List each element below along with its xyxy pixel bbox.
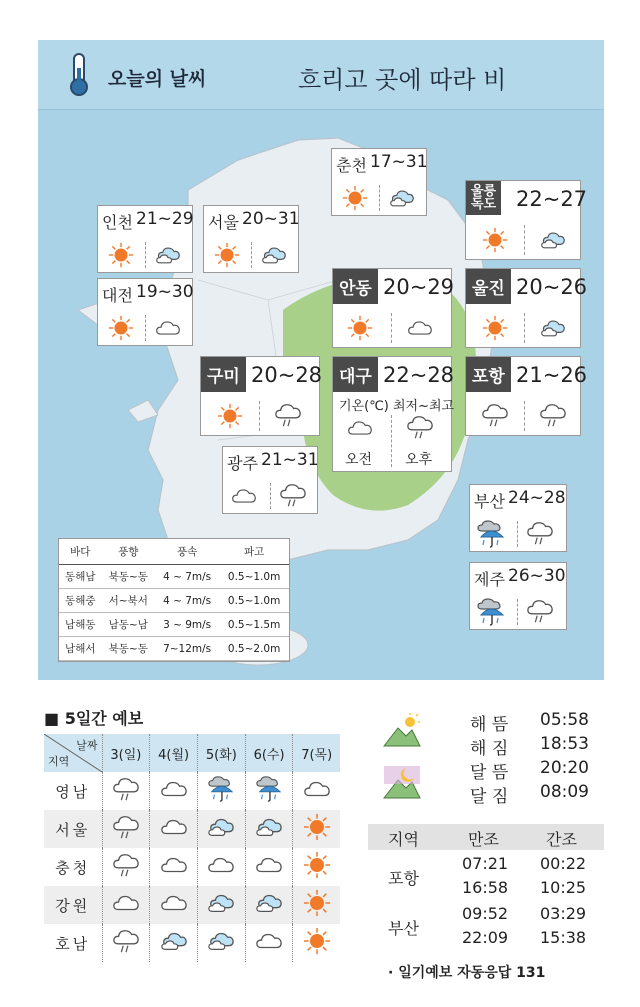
tide-region: 부산: [388, 919, 419, 938]
divider: [391, 415, 392, 467]
rain-cloud-icon: [525, 597, 555, 625]
city-temp: 19~30: [136, 282, 194, 302]
tide-high: 16:58: [462, 878, 509, 897]
sun-icon: [302, 851, 332, 879]
sun-icon: [302, 813, 332, 841]
city-temp: 21~31: [261, 450, 319, 470]
cloudy-icon: [153, 315, 183, 341]
city-temp: 17~31: [370, 152, 428, 172]
city-name: 춘천: [336, 156, 367, 175]
city-card-daejeon: [97, 278, 193, 346]
sea-col-header: 파고: [219, 539, 289, 565]
sun-icon: [342, 185, 368, 211]
tide-col-header: 지역: [388, 830, 419, 849]
weather-map-panel: [38, 40, 604, 680]
city-name: 울진: [466, 269, 511, 304]
forecast-header-row: [44, 734, 340, 772]
forecast-cell: [102, 810, 150, 848]
forecast-row: [44, 924, 340, 962]
day-header: 4(월): [150, 734, 198, 772]
tide-low: 03:29: [540, 904, 587, 923]
forecast-cell: [102, 886, 150, 924]
day-header: 6(수): [245, 734, 293, 772]
rain-cloud-icon: [538, 401, 568, 429]
partly-cloudy-icon: [206, 927, 236, 955]
forecast-cell: [150, 848, 198, 886]
sunset-time: 18:53: [540, 734, 589, 754]
sunset-label: 해 짐: [470, 739, 509, 759]
sun-icon: [302, 889, 332, 917]
sea-cell: 4 ~ 7m/s: [155, 565, 219, 589]
moonrise-icon: [382, 764, 422, 800]
sea-cell: 0.5~1.0m: [219, 589, 289, 613]
city-card-busan: [469, 484, 567, 552]
sunrise-label: 해 뜸: [470, 715, 509, 735]
city-name: 광주: [227, 454, 258, 473]
sea-cell: 남해동: [59, 613, 102, 637]
city-name: 인천: [102, 213, 133, 232]
tide-high: 22:09: [462, 928, 509, 947]
sun-icon: [108, 242, 134, 268]
sea-cell: 0.5~1.0m: [219, 565, 289, 589]
partly-cloudy-icon: [159, 927, 189, 955]
moonrise-time: 20:20: [540, 758, 589, 778]
partly-cloudy-icon: [206, 813, 236, 841]
tide-low: 15:38: [540, 928, 587, 947]
partly-cloudy-icon: [206, 889, 236, 917]
cloudy-icon: [159, 775, 189, 803]
cloudy-icon: [159, 851, 189, 879]
rain-cloud-icon: [525, 519, 555, 547]
forecast-cell: [293, 886, 340, 924]
sun-icon: [482, 227, 508, 253]
cloudy-icon: [111, 889, 141, 917]
cloudy-icon: [206, 851, 236, 879]
sunrise-icon: [382, 712, 422, 748]
map-header: [38, 40, 604, 110]
sea-table-row: [59, 565, 289, 589]
partly-cloudy-icon: [254, 813, 284, 841]
forecast-cell: [245, 886, 293, 924]
forecast-region: 호남: [44, 924, 102, 962]
sea-cell: 동해남: [59, 565, 102, 589]
city-temp: 26~30: [508, 566, 566, 586]
city-card-pohang: [465, 356, 588, 436]
rain-umbrella-icon: [206, 775, 236, 803]
city-card-seoul: [203, 205, 299, 273]
city-name: 서울: [208, 213, 239, 232]
city-card-andong: [332, 268, 455, 348]
tide-col-header: 만조: [468, 830, 499, 849]
divider: [251, 242, 252, 268]
city-temp: 24~28: [508, 488, 566, 508]
forecast-title: ■ 5일간 예보: [44, 709, 144, 728]
tide-high: 09:52: [462, 904, 509, 923]
rain-cloud-icon: [278, 481, 308, 509]
sea-cell: 0.5~2.0m: [219, 637, 289, 661]
city-temp: 20~31: [242, 209, 300, 229]
city-card-daegu: [332, 356, 455, 472]
divider: [524, 225, 525, 255]
partly-cloudy-icon: [153, 242, 183, 268]
partly-cloudy-icon: [538, 315, 568, 341]
forecast-row: [44, 886, 340, 924]
forecast-corner: [44, 734, 102, 772]
forecast-row: [44, 772, 340, 810]
forecast-cell: [150, 886, 198, 924]
tide-low: 10:25: [540, 878, 587, 897]
partly-cloudy-icon: [259, 242, 289, 268]
legend-am: 오전: [345, 452, 373, 468]
cloudy-icon: [254, 851, 284, 879]
forecast-cell: [102, 848, 150, 886]
partly-cloudy-icon: [538, 227, 568, 253]
sun-icon: [108, 315, 134, 341]
cloudy-icon: [159, 813, 189, 841]
day-header: 5(화): [197, 734, 245, 772]
sea-cell: 동해중: [59, 589, 102, 613]
forecast-cell: [245, 810, 293, 848]
forecast-cell: [293, 810, 340, 848]
divider: [259, 401, 260, 431]
sea-cell: 북동~동: [102, 565, 155, 589]
sea-table-row: [59, 637, 289, 661]
tide-low: 00:22: [540, 854, 587, 873]
city-card-ulleung: [465, 180, 588, 260]
sea-cell: 북동~동: [102, 637, 155, 661]
cloudy-icon: [405, 315, 435, 341]
rain-cloud-icon: [273, 401, 303, 429]
city-name: 구미: [201, 357, 246, 392]
weather-headline: 흐리고 곳에 따라 비: [298, 66, 507, 94]
city-card-chuncheon: [331, 148, 427, 216]
city-name: 포항: [466, 357, 511, 392]
forecast-body: [44, 772, 340, 962]
sea-col-header: 풍향: [102, 539, 155, 565]
sea-col-header: 바다: [59, 539, 102, 565]
cloudy-icon: [159, 889, 189, 917]
city-name: 부산: [474, 492, 505, 511]
city-temp: 21~26: [516, 363, 588, 387]
sunrise-time: 05:58: [540, 710, 589, 730]
rain-cloud-icon: [111, 775, 141, 803]
forecast-region: 서울: [44, 810, 102, 848]
corner-date-label: 날짜: [76, 739, 98, 752]
forecast-cell: [197, 886, 245, 924]
divider: [517, 599, 518, 625]
sun-icon: [214, 242, 240, 268]
city-temp: 22~27: [516, 187, 588, 211]
tide-col-header: 간조: [546, 830, 577, 849]
legend-caption: 기온(℃) 최저~최고: [339, 399, 455, 414]
rain-cloud-icon: [480, 401, 510, 429]
map-title: 오늘의 날씨: [108, 68, 207, 90]
rain-cloud-icon: [111, 927, 141, 955]
cloudy-icon: [345, 415, 375, 441]
sun-icon: [347, 315, 373, 341]
corner-region-label: 지역: [48, 755, 70, 768]
hotline-note: · 일기예보 자동응답 131: [388, 965, 546, 981]
cloudy-icon: [229, 483, 259, 509]
sun-icon: [482, 315, 508, 341]
forecast-cell: [245, 772, 293, 810]
city-card-gumi: [200, 356, 323, 436]
divider: [145, 242, 146, 268]
sea-table-header: [59, 539, 289, 565]
city-card-incheon: [97, 205, 193, 273]
city-temp: 22~28: [383, 363, 455, 387]
forecast-row: [44, 810, 340, 848]
forecast-cell: [197, 848, 245, 886]
forecast-cell: [293, 924, 340, 962]
sun-icon: [302, 927, 332, 955]
divider: [145, 315, 146, 341]
city-name: 안동: [333, 269, 378, 304]
rain-umbrella-icon: [476, 597, 506, 627]
city-temp: 21~29: [136, 209, 194, 229]
divider: [524, 313, 525, 343]
forecast-cell: [150, 924, 198, 962]
city-temp: 20~29: [383, 275, 455, 299]
divider: [391, 313, 392, 343]
forecast-cell: [150, 810, 198, 848]
rain-umbrella-icon: [476, 519, 506, 549]
forecast-cell: [293, 848, 340, 886]
city-temp: 20~28: [251, 363, 323, 387]
forecast-cell: [197, 772, 245, 810]
forecast-cell: [197, 810, 245, 848]
city-name: 대구: [333, 357, 378, 392]
sea-table-row: [59, 613, 289, 637]
rain-cloud-icon: [405, 413, 435, 441]
forecast-cell: [102, 772, 150, 810]
day-header: 7(목): [293, 734, 340, 772]
moonset-time: 08:09: [540, 782, 589, 802]
sea-cell: 서~북서: [102, 589, 155, 613]
divider: [524, 401, 525, 431]
city-card-gwangju: [222, 446, 318, 514]
day-header: 3(일): [102, 734, 150, 772]
forecast-region: 충청: [44, 848, 102, 886]
moonrise-label: 달 뜸: [470, 763, 509, 783]
city-card-uljin: [465, 268, 588, 348]
thermometer-icon: [66, 52, 92, 98]
sea-cell: 3 ~ 9m/s: [155, 613, 219, 637]
divider: [379, 185, 380, 211]
divider: [517, 521, 518, 547]
forecast-cell: [245, 848, 293, 886]
forecast-row: [44, 848, 340, 886]
forecast-cell: [150, 772, 198, 810]
tide-region: 포항: [388, 869, 419, 888]
city-name: 울릉 독도: [466, 181, 501, 215]
sea-cell: 7~12m/s: [155, 637, 219, 661]
cloudy-icon: [302, 775, 332, 803]
forecast-region: 강원: [44, 886, 102, 924]
forecast-cell: [293, 772, 340, 810]
city-temp: 20~26: [516, 275, 588, 299]
tide-table-header: [368, 824, 604, 850]
tide-high: 07:21: [462, 854, 509, 873]
sea-cell: 4 ~ 7m/s: [155, 589, 219, 613]
sea-cell: 남해서: [59, 637, 102, 661]
sea-cell: 남동~남: [102, 613, 155, 637]
sea-table-row: [59, 589, 289, 613]
divider: [270, 483, 271, 509]
rain-umbrella-icon: [254, 775, 284, 803]
partly-cloudy-icon: [387, 185, 417, 211]
moonset-label: 달 짐: [470, 787, 509, 807]
forecast-cell: [102, 924, 150, 962]
sun-icon: [217, 403, 243, 429]
legend-pm: 오후: [405, 452, 433, 468]
forecast-region: 영남: [44, 772, 102, 810]
partly-cloudy-icon: [254, 889, 284, 917]
forecast-table: [44, 734, 340, 962]
city-name: 대전: [102, 286, 133, 305]
cloudy-icon: [254, 927, 284, 955]
rain-cloud-icon: [111, 813, 141, 841]
sea-cell: 0.5~1.5m: [219, 613, 289, 637]
sea-conditions-table: [58, 538, 290, 662]
city-card-jeju: [469, 562, 567, 630]
city-name: 제주: [474, 570, 505, 589]
sea-col-header: 풍속: [155, 539, 219, 565]
rain-cloud-icon: [111, 851, 141, 879]
forecast-cell: [245, 924, 293, 962]
forecast-cell: [197, 924, 245, 962]
